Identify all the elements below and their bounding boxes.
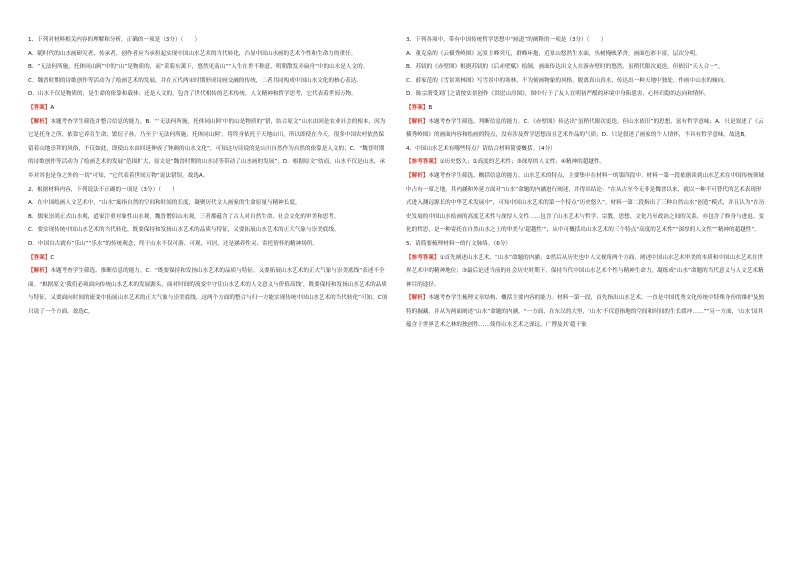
- option-body: C．魏晋时期的诗歌创作等活动为了绘画艺术的发展，并在五代两宋时期形成诗画交融的传统，二者共同构成中国山水文化的核心表达。: [28, 77, 362, 84]
- option-text: [28, 211, 388, 225]
- option-body: D．中国自古就有“乐山”“乐水”的传统观念，终于山水不仅可游、可观，可居，还是涵养性灵、寄托情怀的精神场所。: [28, 240, 318, 247]
- answer-label: 【参考答案】: [406, 159, 440, 166]
- option-body: D．陈宗渭受刘门之请按实景创作《洪崖山房图》，图中行于了友人在明初严酷的环境中身陷患害、心怀归隐的志向和情怀。: [406, 91, 710, 98]
- option-text: [28, 224, 388, 238]
- option-body: A．随时代的山水画研究者、传承者，创作者应当承担起实现中国山水艺术的当代转化，凸显中国山水画的艺术个性和生命力的重任。: [28, 50, 357, 57]
- question-stem: [28, 184, 388, 198]
- right-column: [406, 34, 766, 552]
- question-text: 3、下列各项中，带有中国传统哲学思想中“画道”的阐释的一项是（3分）（ ）: [406, 37, 607, 43]
- option-body: D．山水不仅是物质的，是生命的依靠和载体；还是人文的，包含了世代相传的艺术传统、人文精神和哲学思考，它代表着世间万物。: [28, 91, 357, 98]
- option-body: B．儒家崇尚正式山水观，道家注重对象性山水观，魏晋僧侣山水观，三者都蕴含了古人对自然生命、社会文化的审美和思考。: [28, 213, 340, 220]
- question-text: 1、下列对材料相关内容的理解和分析，正确的一项是（3分）（ ）: [28, 37, 201, 43]
- answer-value: A: [50, 104, 55, 111]
- analysis-paragraph: [406, 116, 766, 143]
- question-stem: [28, 34, 388, 48]
- analysis-text: 本题考查学生筛选并整合信息的能力。B．“‘无法何所施，托体同山阿’中的山是物质的”错，结合原文“山水由回是农业社会的根本，因为它是托身之所，依靠它养育生命，繁衍子孙，乃至于‘无法何所施，托体同山阿’，将终身依托于天地山川，所以即使在今天，很多中国农村依然保留着山地崇拜的风俗，不仅如此，即使山水由回延伸成了钟颜的山水文化”，可知这句诗说的是山川自然作为自然的依靠是人文的；C．“魏晋时期的诗歌创作等活动为了绘画艺术的发展”范围扩大，原文是“魏晋时期的山水诗等带动了山水画的发展”；D．根据原文“幼而，山水不仅是山水，承乡对其也是身之外的一切”可知，“它代表着世间万物”说法错误。故选A。: [28, 118, 386, 179]
- question-stem: [406, 143, 766, 157]
- answer-value: ①首先阐述山水艺术，“山水”命题的内涵；②然后从历史也中人文视角两个方面，阐述中国山水艺术审美的本质和中国山水艺术在世界艺术中的精神地位；③最后论述当前的社会历史时期下，保持当代中国山水艺术个性与精神生命力，凝练成“山水”命题的当代意义与人文艺术精神目的途径。: [406, 254, 764, 288]
- question-stem: [406, 34, 766, 48]
- question-text: 5、请简要梳理材料一的行文脉络。（6分）: [406, 240, 512, 247]
- answer-line: [406, 102, 766, 116]
- option-text: [28, 88, 388, 102]
- answer-label: 【答案】: [28, 254, 51, 261]
- option-text: [28, 238, 388, 252]
- option-body: B．“无法何所施，托体同山阿”中的“山”是物质的，而“采菊东篱下，悠然见南山”“人生在世不称意，明朝散发弄扁舟”中的山水是人文的。: [28, 64, 369, 71]
- option-text: [28, 197, 388, 211]
- option-text: [28, 48, 388, 62]
- option-text: [406, 88, 766, 102]
- answer-line: [406, 252, 766, 293]
- option-body: C．薛家范的《雪景寒林图》写雪景中的寒林，不为刻画物象的风格，脱离真山真水，传达出一种天地中独处、作画中山水的倾向。: [406, 77, 729, 84]
- left-column: [28, 34, 388, 552]
- option-text: [406, 61, 766, 75]
- analysis-paragraph: [28, 116, 388, 184]
- analysis-label: 【解析】: [28, 118, 51, 125]
- analysis-paragraph: [406, 292, 766, 333]
- option-text: [406, 48, 766, 62]
- option-body: A．在中国绘画人文艺术中，“山水”寓指自然的空间和时间的长度，凝聚历代文人画家的生命原量与精神长度。: [28, 200, 301, 207]
- analysis-label: 【解析】: [406, 172, 429, 179]
- answer-value: ①历史悠久；②高度的艺术性；③深厚的人文性；④精神的超越性。: [439, 159, 606, 166]
- question-text: 2、根据材料内容，下列说法不正确的一项是（3分）（ ）: [28, 186, 178, 193]
- answer-label: 【答案】: [28, 104, 51, 111]
- option-body: A．董克泉的《云横秀岭图》远景主峰突兀，群峰环抱，近景山悠然生水面，丛树掩映茅舍，画面色彩丰富，层次分明。: [406, 50, 701, 57]
- analysis-text: 本题考查学生筛选、概括信息的能力。山水艺术的特点，主要集中在材料一的第四段中。材料一第一段依据谈到山水艺术在中国传统领域中占有一席之地，其内涵和外延方面对“山水”命题的内涵进行阐述，并得出结论：“在从古至今无非是魏晋以来，就以一种不可替代的艺术表现形式进入渊远源长的中华艺术发展中”，可知中国山水艺术的第一个特点“历史悠久”。材料一第二段指出了三种自然山水“创造”模式，并且认为“在历史发展的中国山水绘画的高度艺术性与深厚人文性……包含了山水艺术与哲学、宗教、思想、文化乃至政治之间的关系，亦包含了修身与进退、变化的哲思，是一种寄托在自然山水之上的审美与‘超越性’”，从中可概括出山水艺术的三个特点“高度的艺术性”“深厚的人文性”“精神的超越性”。: [406, 172, 765, 234]
- question-stem: [406, 238, 766, 252]
- question-text: 4、中国山水艺术有哪些特点？请结合材料简要概括。（4分）: [406, 145, 556, 152]
- option-body: B．苏轼的《赤壁图》根据苏轼的《后赤壁赋》绘制，画面传达出文人在游赤壁时的悠然，虽稍代限次更迭，但依旧“天人合一”。: [406, 64, 724, 71]
- answer-line: [28, 102, 388, 116]
- analysis-paragraph: [28, 265, 388, 319]
- answer-value: C: [50, 254, 55, 261]
- option-text: [28, 61, 388, 75]
- analysis-label: 【解析】: [406, 295, 429, 302]
- answer-label: 【参考答案】: [406, 254, 440, 261]
- analysis-label: 【解析】: [406, 118, 429, 125]
- analysis-label: 【解析】: [28, 268, 51, 275]
- option-text: [406, 75, 766, 89]
- answer-label: 【答案】: [406, 104, 429, 111]
- answer-line: [28, 252, 388, 266]
- analysis-text: 本题考查学生筛选、推断信息的能力。C．“既要保持和发扬山水艺术的品质与特征，又要拓展山水艺术的正大气象与崇美底线”表述不全面。“根据原文‘我们必须面向传统山水艺术的发展源头，面对时间的流变中守住山水艺术的人文意义与价值高线’，既要保持和发扬山水艺术的品质与特征，又要面向时间的流变中拓展山水艺术的正大气象与崇美底线，这两个方面的整合与归一方能实现传统中国山水艺术的当代转化”可知，C项只说了一个方面。故选C。: [28, 268, 388, 315]
- analysis-text: 本题考查学生筛选、判断信息的能力。C．《赤壁图》传达出“虽稍代限次更迭，但山水依旧”的思想，富有哲学意味；A．只是叙述了《云横秀岭图》的画面内容和绘画的特点，没有涉及哲学思想而且艺术作品的气质；D．只是叙述了画家的个人情怀，不具有哲学意味。故选B。: [406, 118, 764, 139]
- analysis-paragraph: [406, 170, 766, 238]
- option-body: C．要实现传统中国山水艺术的当代转化，既要保持和发扬山水艺术的品质与特征，又要拓展山水艺术的正大气象与崇美底线。: [28, 227, 340, 234]
- option-text: [28, 75, 388, 89]
- analysis-text: 本题考查学生梳理文章结构、概括主要内容的能力。材料一第一段，首先指出山水艺术，一直是中国优秀文化传统中特殊身份的维护及独特的掘藏，并从为两面阐述“山水”命题的内涵，“一方面，在东汉的大里，‘山水’不仅意指地的空间和时间的生长缓冲……”“另一方面，‘山水’国其蕴含于世界艺术之林的独创性……使得山水艺术之深远，广博及其‘超于象: [406, 295, 765, 329]
- answer-value: B: [428, 104, 433, 111]
- answer-line: [406, 156, 766, 170]
